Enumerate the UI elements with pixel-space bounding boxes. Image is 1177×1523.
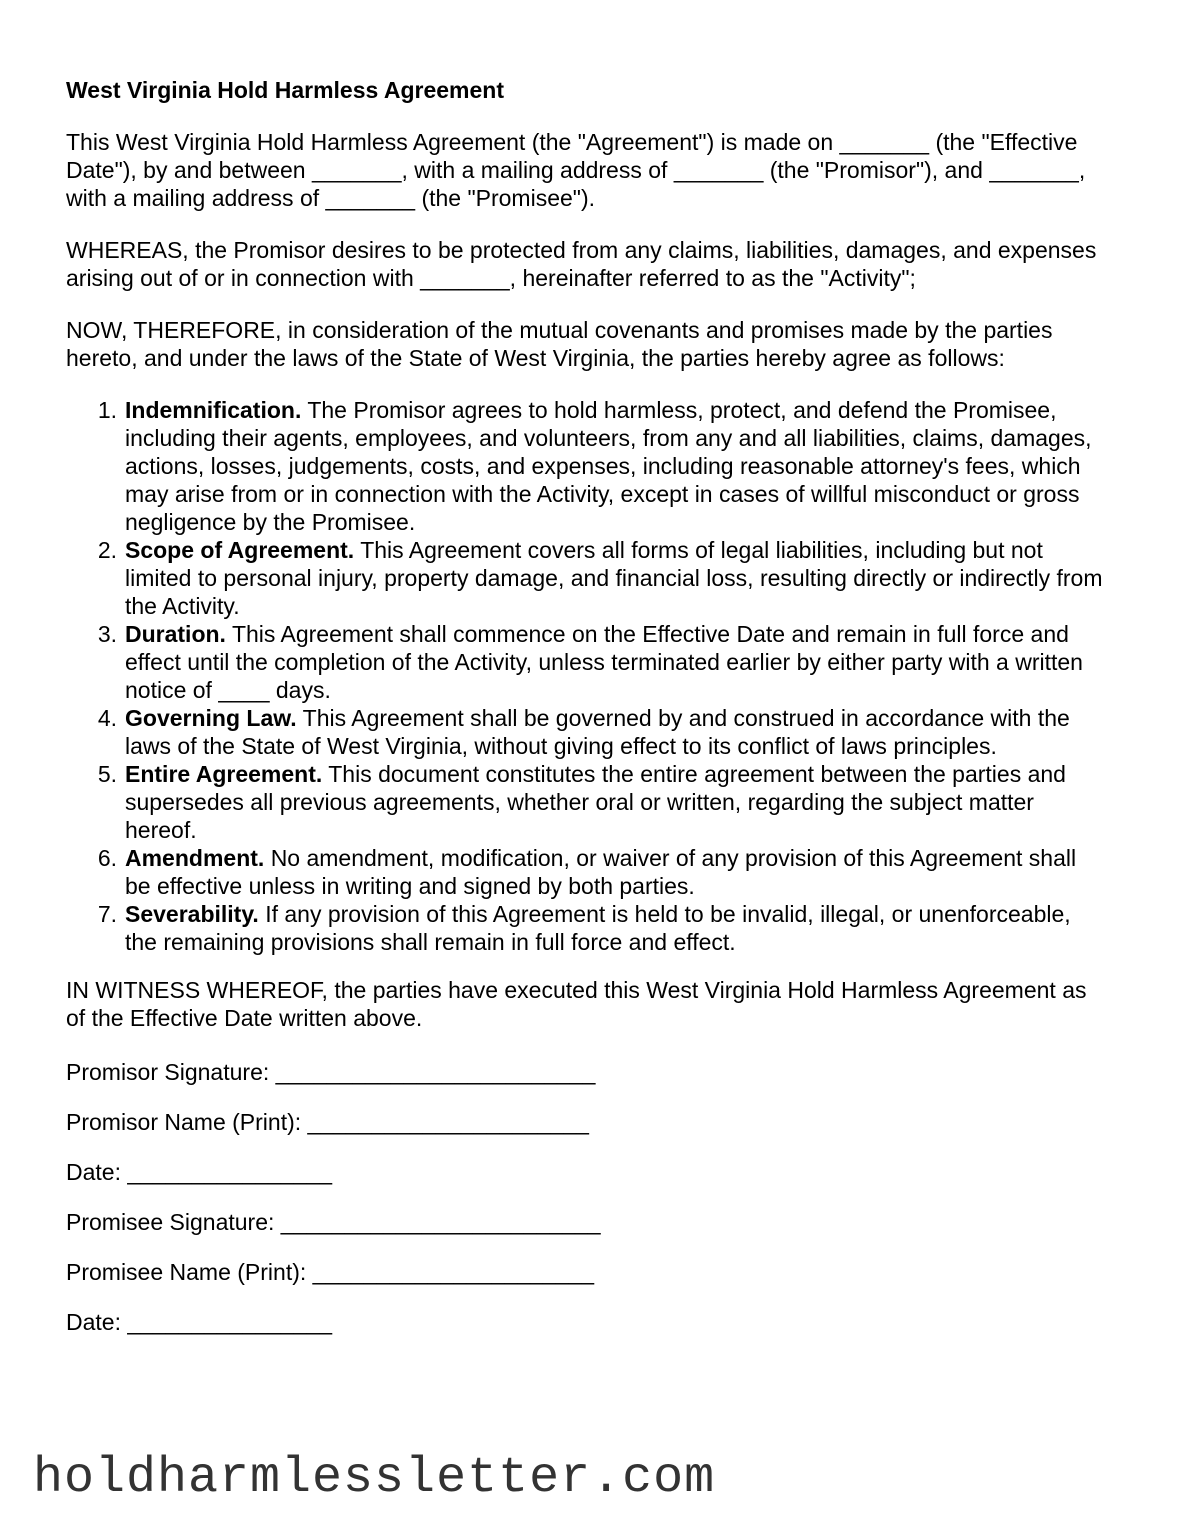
list-item-body: The Promisor agrees to hold harmless, protect, and defend the Promisee, including their agents, employees, and volunteers, from any and all liabilities, claims, damages, actions, losses, judgements, costs, and expenses, including reasonable attorney's fees, which may arise from or in connection with the Activity, except in cases of willful misconduct or gross negligence by the Promisee. [125, 397, 1092, 535]
list-item-heading: Indemnification. [125, 397, 302, 423]
list-item-heading: Amendment. [125, 845, 265, 871]
promisee-signature-line: _________________________ [280, 1209, 601, 1235]
list-item-heading: Severability. [125, 901, 259, 927]
list-item-governing-law [95, 704, 1107, 760]
list-item-number: 3. [97, 621, 117, 647]
list-item-number: 2. [97, 537, 117, 563]
website-footer: holdharmlessletter.com [33, 1450, 716, 1507]
promisor-name-row [66, 1108, 1107, 1136]
list-item-heading: Governing Law. [125, 705, 297, 731]
list-item-body: This document constitutes the entire agreement between the parties and supersedes all previous agreements, whether oral or written, regarding the subject matter hereof. [125, 761, 1066, 843]
list-item-indemnification [95, 396, 1107, 536]
list-item-body: If any provision of this Agreement is held to be invalid, illegal, or unenforceable, the remaining provisions shall remain in full force and effect. [125, 901, 1071, 955]
now-therefore-paragraph: NOW, THEREFORE, in consideration of the mutual covenants and promises made by the parties hereto, and under the laws of the State of West Virginia, the parties hereby agree as follows: [66, 317, 1053, 371]
list-item-body: This Agreement shall commence on the Effective Date and remain in full force and effect until the completion of the Activity, unless terminated earlier by either party with a written notice of ____ days. [125, 621, 1083, 703]
promisor-signature-label: Promisor Signature: [66, 1059, 270, 1085]
list-item-severability [95, 900, 1107, 956]
list-item-body: No amendment, modification, or waiver of any provision of this Agreement shall be effective unless in writing and signed by both parties. [125, 845, 1077, 899]
promisee-date-line: ________________ [127, 1309, 333, 1335]
promisee-name-line: ______________________ [312, 1259, 595, 1285]
whereas-paragraph: WHEREAS, the Promisor desires to be protected from any claims, liabilities, damages, and expenses arising out of or in connection with _______, hereinafter referred to as the "Activity"; [66, 237, 1097, 291]
promisee-signature-label: Promisee Signature: [66, 1209, 275, 1235]
intro-paragraph: This West Virginia Hold Harmless Agreement (the "Agreement") is made on _______ (the "Effective Date"), by and between _______, with a mailing address of _______ (the "Promisor"), and _______, with a mailing address of _______ (the "Promisee"). [66, 129, 1086, 211]
promisor-signature-line: _________________________ [275, 1059, 596, 1085]
promisee-name-row [66, 1258, 1107, 1286]
list-item-number: 6. [97, 845, 117, 871]
list-item-number: 1. [97, 397, 117, 423]
document-title: West Virginia Hold Harmless Agreement [66, 77, 504, 103]
list-item-number: 7. [97, 901, 117, 927]
witness-paragraph: IN WITNESS WHEREOF, the parties have executed this West Virginia Hold Harmless Agreement as of the Effective Date written above. [66, 977, 1087, 1031]
list-item-number: 5. [97, 761, 117, 787]
promisor-date-label: Date: [66, 1159, 121, 1185]
list-item-number: 4. [97, 705, 117, 731]
promisor-date-line: ________________ [127, 1159, 333, 1185]
list-item-amendment [95, 844, 1107, 900]
promisor-name-line: ______________________ [307, 1109, 589, 1135]
list-item-heading: Scope of Agreement. [125, 537, 355, 563]
list-item-scope-of-agreement [95, 536, 1107, 620]
list-item-body: This Agreement shall be governed by and construed in accordance with the laws of the State of West Virginia, without giving effect to its conflict of laws principles. [125, 705, 1070, 759]
list-item-entire-agreement [95, 760, 1107, 844]
promisor-name-label: Promisor Name (Print): [66, 1109, 302, 1135]
list-item-body: This Agreement covers all forms of legal liabilities, including but not limited to personal injury, property damage, and financial loss, resulting directly or indirectly from the Activity. [125, 537, 1103, 619]
list-item-duration [95, 620, 1107, 704]
promisee-date-row [66, 1308, 1107, 1336]
promisor-date-row [66, 1158, 1107, 1186]
list-item-heading: Duration. [125, 621, 226, 647]
clauses-list [95, 396, 1107, 956]
promisor-signature-row [66, 1058, 1107, 1086]
promisee-name-label: Promisee Name (Print): [66, 1259, 307, 1285]
promisee-date-label: Date: [66, 1309, 121, 1335]
promisee-signature-row [66, 1208, 1107, 1236]
list-item-heading: Entire Agreement. [125, 761, 323, 787]
